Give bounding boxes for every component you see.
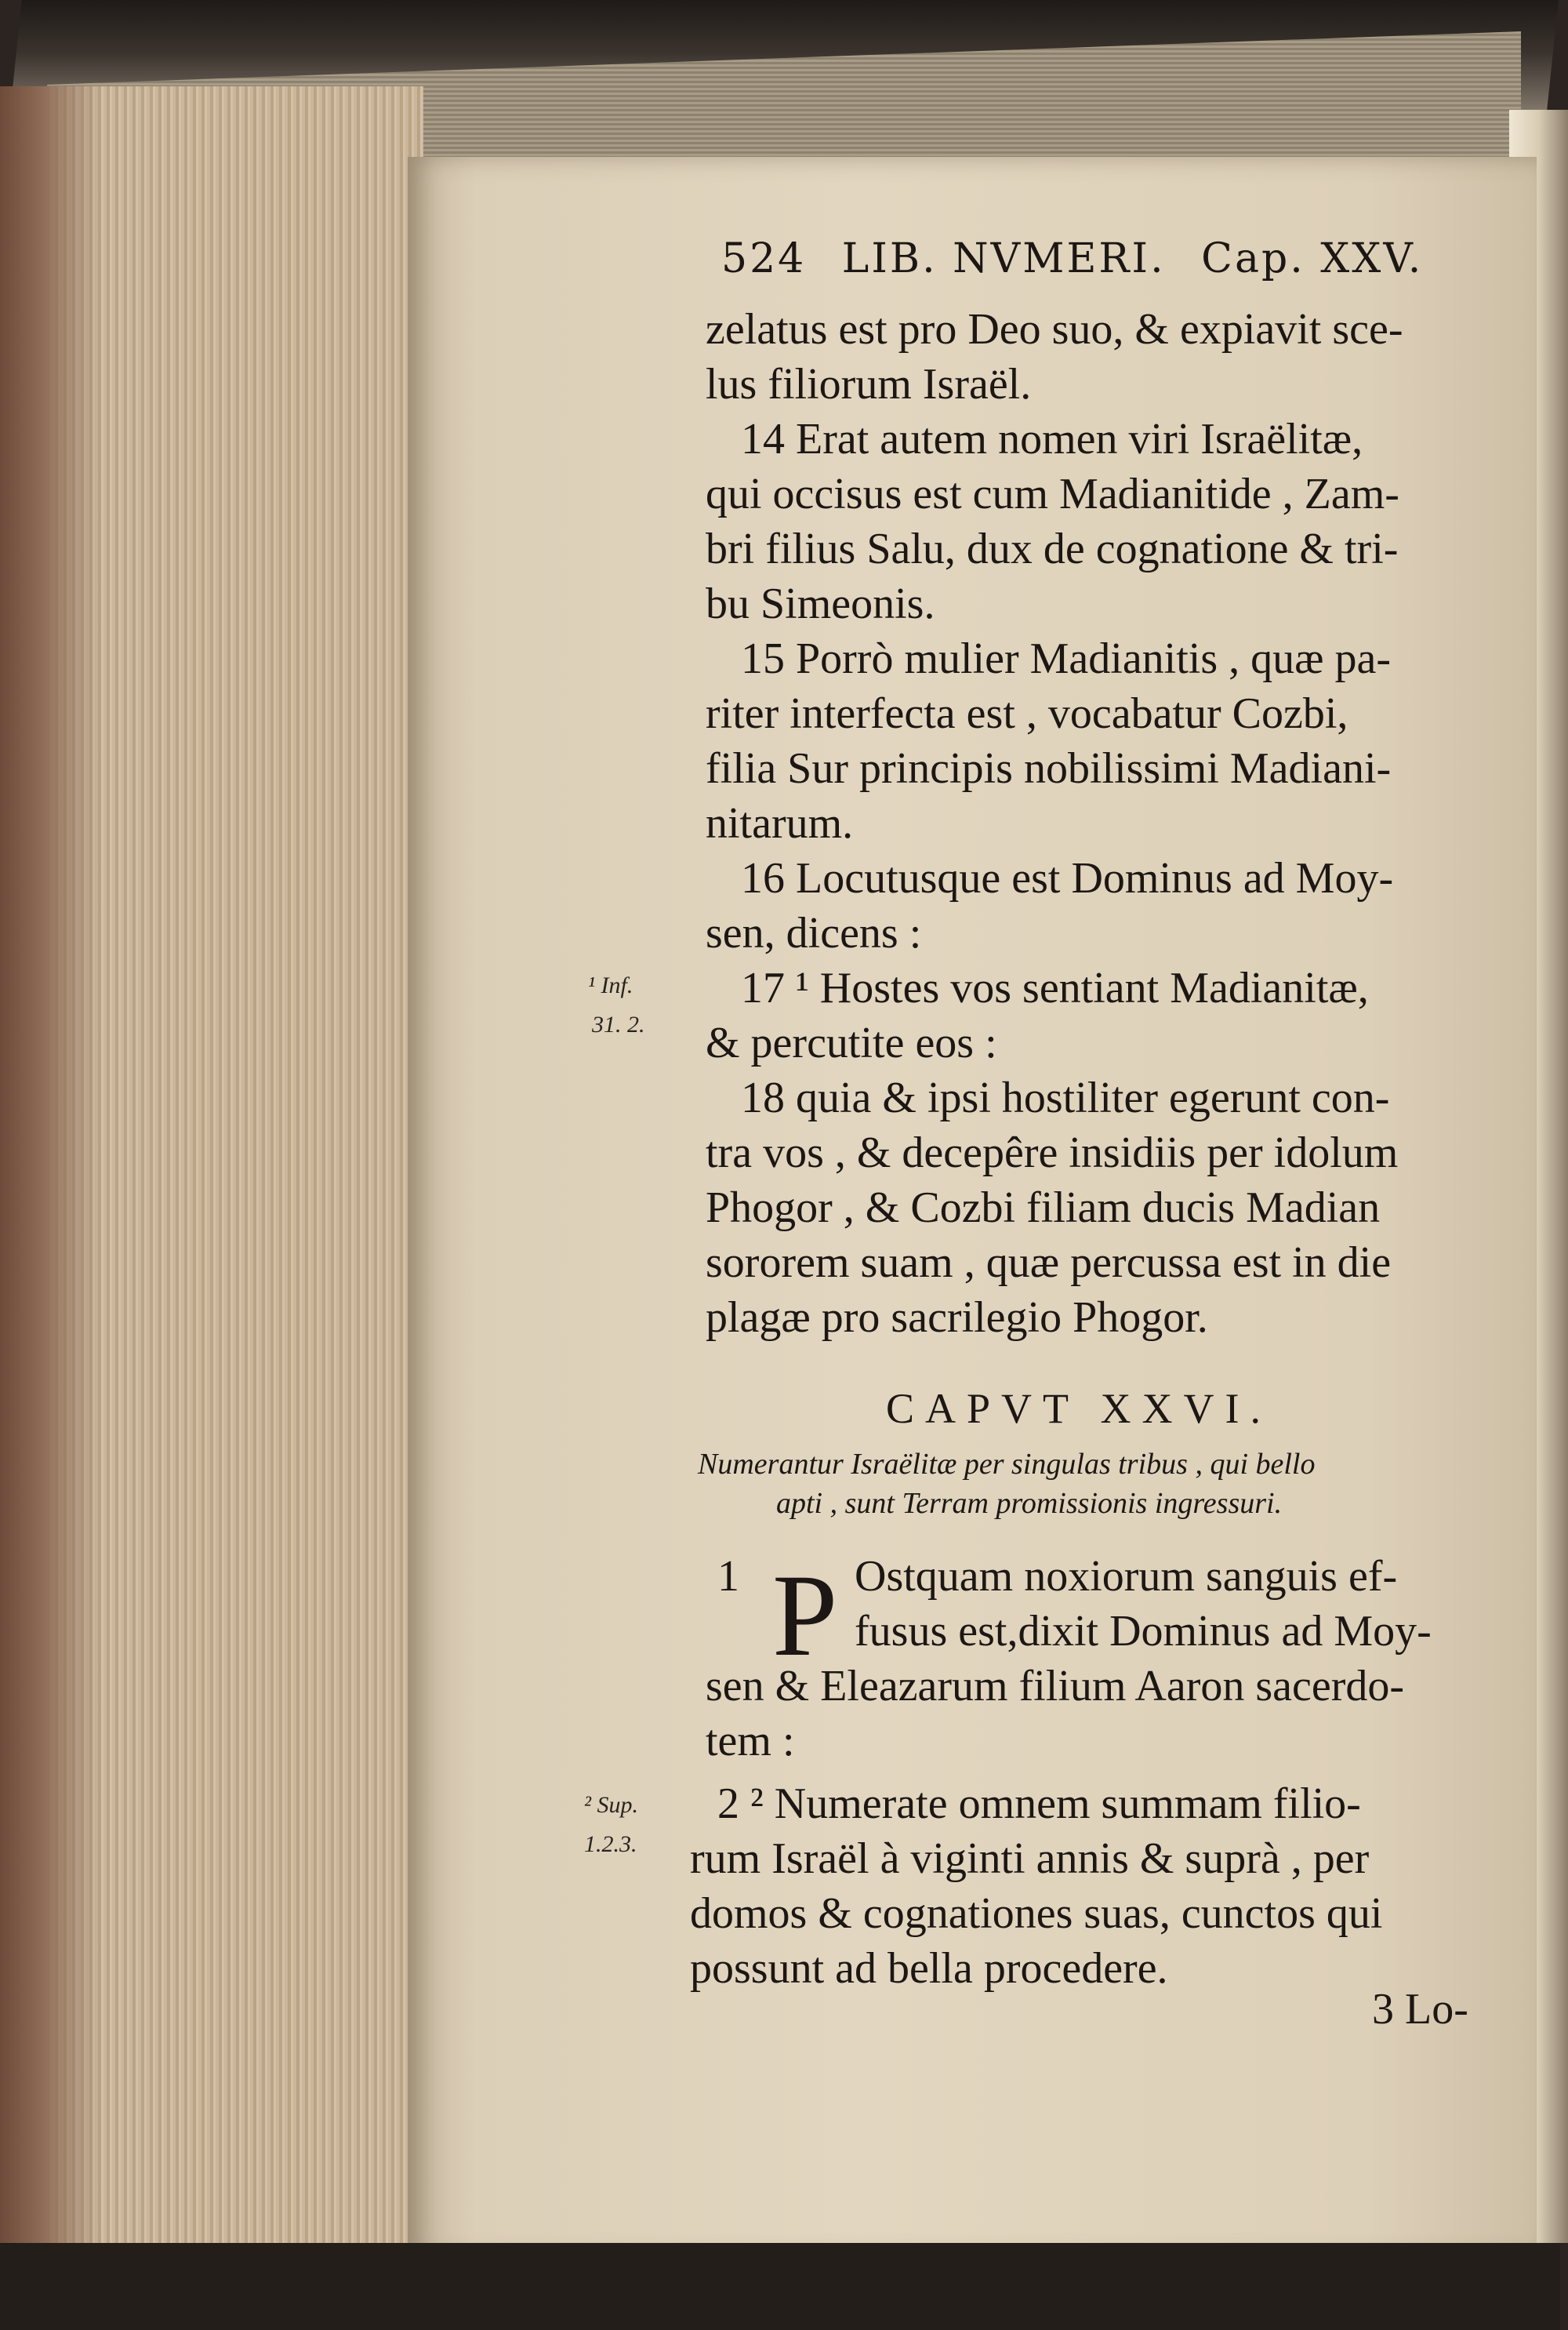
verse-2: 2 ² Numerate omnem summam filio-	[717, 1779, 1361, 1828]
verse-15: 15 Porrò mulier Madianitis , quæ pa-	[741, 634, 1392, 683]
text-line: sororem suam , quæ percussa est in die	[706, 1238, 1392, 1287]
text-line: nitarum.	[706, 799, 854, 848]
text-line: sen, dicens :	[706, 909, 922, 958]
chapter-summary-line: Numerantur Israëlitæ per singulas tribus , qui bello	[698, 1448, 1316, 1481]
text-line: rum Israël à viginti annis & suprà , per	[690, 1834, 1370, 1883]
verse-17: 17 ¹ Hostes vos sentiant Madianitæ,	[741, 964, 1369, 1012]
text-line: possunt ad bella procedere.	[690, 1944, 1168, 1993]
chapter-label: Cap. XXV.	[1201, 235, 1424, 282]
text-line: tem :	[706, 1717, 795, 1765]
text-line: sen & Eleazarum filium Aaron sacerdo-	[706, 1662, 1404, 1710]
page-number: 524	[721, 235, 807, 282]
text-line: riter interfecta est , vocabatur Cozbi,	[706, 689, 1348, 738]
text-line: tra vos , & decepêre insidiis per idolum	[706, 1129, 1399, 1177]
verse-16: 16 Locutusque est Dominus ad Moy-	[741, 854, 1394, 903]
text-line: Ostquam noxiorum sanguis ef-	[855, 1552, 1398, 1601]
chapter-summary-line: apti , sunt Terram promissionis ingressuri.	[776, 1487, 1283, 1520]
margin-note: 31. 2.	[592, 1012, 645, 1038]
catchword: 3 Lo-	[1372, 1985, 1468, 2034]
margin-note: 1.2.3.	[584, 1831, 637, 1857]
text-line: bu Simeonis.	[706, 580, 935, 628]
text-line: lus filiorum Israël.	[706, 360, 1032, 409]
text-line: plagæ pro sacrilegio Phogor.	[706, 1293, 1208, 1342]
margin-note: ² Sup.	[584, 1792, 638, 1818]
drop-cap: P	[772, 1550, 838, 1681]
stack-shadow	[0, 86, 102, 2266]
margin-note: ¹ Inf.	[588, 972, 633, 998]
text-line: Phogor , & Cozbi filiam ducis Madian	[706, 1183, 1381, 1232]
book-title: LIB. NVMERI.	[841, 235, 1166, 282]
book-bottom-shadow	[0, 2243, 1560, 2330]
verse-14: 14 Erat autem nomen viri Israëlitæ,	[741, 415, 1363, 463]
verse-number: 1	[717, 1552, 739, 1601]
text-line: filia Sur principis nobilissimi Madiani-	[706, 744, 1392, 793]
text-line: domos & cognationes suas, cunctos qui	[690, 1889, 1383, 1938]
text-line: zelatus est pro Deo suo, & expiavit sce-	[706, 305, 1403, 354]
text-line: fusus est,dixit Dominus ad Moy-	[855, 1607, 1432, 1656]
chapter-heading: CAPVT XXVI.	[886, 1385, 1272, 1432]
text-line: & percutite eos :	[706, 1019, 997, 1067]
running-head	[721, 235, 1443, 282]
text-line: qui occisus est cum Madianitide , Zam-	[706, 470, 1399, 518]
verse-18: 18 quia & ipsi hostiliter egerunt con-	[741, 1074, 1390, 1122]
text-line: bri filius Salu, dux de cognatione & tri-	[706, 525, 1399, 573]
